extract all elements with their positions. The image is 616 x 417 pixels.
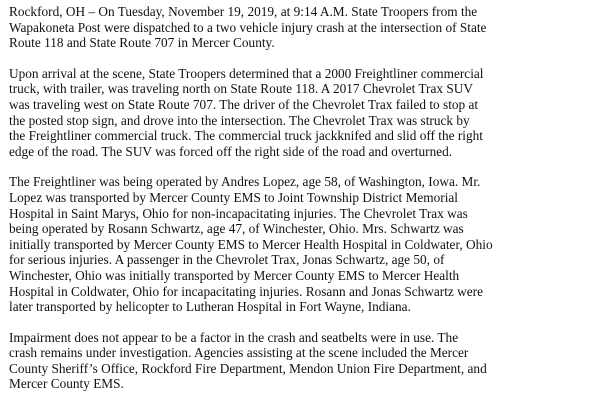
paragraph-crash-description: Upon arrival at the scene, State Troopers determined that a 2000 Freightliner commercial truck, with trailer, was traveling north on State Route 118. A 2017 Chevrolet Trax SUV was traveling west on State Route 707. The driver of the Chevrolet Trax failed to stop at the posted stop sign, and drove into the intersection. The Chevrolet Trax was struck by the Freightliner commercial truck. The commercial truck jackknifed and slid off the right edge of the road. The SUV was forced off the right side of the road and overturned. [9, 65, 484, 159]
paragraph-dispatch: Rockford, OH – On Tuesday, November 19, 2019, at 9:14 A.M. State Troopers from the Wapakoneta Post were dispatched to a two vehicle injury crash at the intersection of State Route 118 and State Route 707 in Mercer County. [9, 4, 487, 51]
paragraph-injuries: The Freightliner was being operated by Andres Lopez, age 58, of Washington, Iowa. Mr. Lopez was transported by Mercer County EMS to Joint Township District Memorial Hospital in Saint Marys, Ohio for non-incapacitating injuries. The Chevrolet Trax was being operated by Rosann Schwartz, age 47, of Winchester, Ohio. Mrs. Schwartz was initially transported by Mercer County EMS to Mercer Health Hospital in Coldwater, Ohio for serious injuries. A passenger in the Chevrolet Trax, Jonas Schwartz, age 50, of Winchester, Ohio was initially transported by Mercer County EMS to Mercer Health Hospital in Coldwater, Ohio for incapacitating injuries. Rosann and Jonas Schwartz were later transported by helicopter to Lutheran Hospital in Fort Wayne, Indiana. [9, 174, 493, 315]
paragraph-investigation: Impairment does not appear to be a factor in the crash and seatbelts were in use. The crash remains under investigation. Agencies assisting at the scene included the Mercer County Sheriff’s Office, Rockford Fire Department, Mendon Union Fire Department, and Mercer County EMS. [9, 329, 487, 392]
